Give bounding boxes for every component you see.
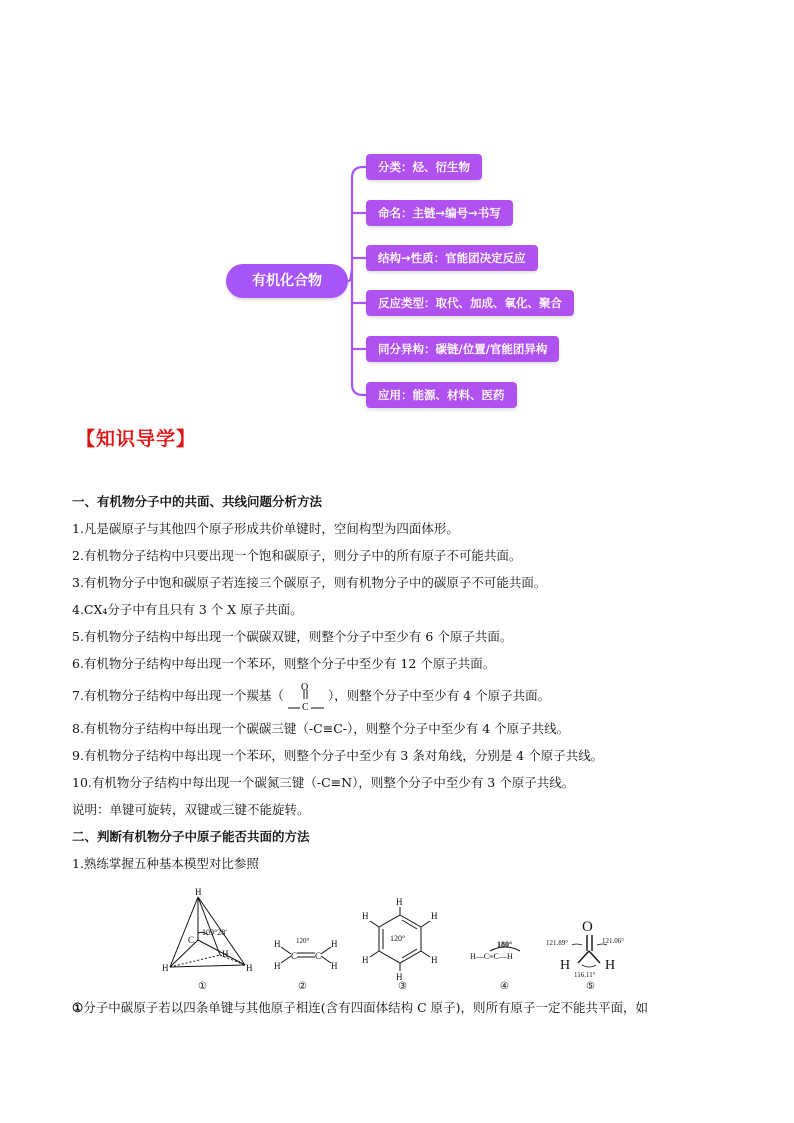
model-formaldehyde	[546, 919, 624, 992]
svg-text:H: H	[162, 963, 169, 973]
mindmap-root: 有机化合物	[226, 264, 348, 298]
model5-angle-right: 121.06°	[602, 937, 625, 945]
svg-text:H: H	[331, 939, 338, 949]
mindmap-branch-classification: 分类：烃、衍生物	[366, 154, 482, 180]
model1-angle: 109°28′	[202, 928, 227, 937]
svg-text:H: H	[331, 961, 338, 971]
model4-formula: H—C≡C—H	[470, 952, 513, 961]
model2-label: ②	[298, 981, 307, 992]
svg-text:C: C	[315, 951, 322, 961]
model-ethylene	[274, 937, 338, 992]
section2-title: 二、判断有机物分子中原子能否共面的方法	[72, 829, 310, 844]
model5-label: ⑤	[586, 981, 595, 992]
model5-o: O	[582, 919, 593, 935]
model4-angle: 180°	[497, 940, 513, 949]
svg-text:H: H	[222, 949, 229, 959]
carbonyl-structure	[284, 682, 328, 712]
mindmap-branch-naming: 命名：主链→编号→书写	[366, 200, 513, 226]
model3-label: ③	[398, 981, 407, 992]
svg-text:C: C	[188, 935, 195, 945]
carbonyl-c-label: C	[301, 701, 309, 712]
svg-text:H: H	[274, 961, 281, 971]
mindmap-branch-isomer: 同分异构：碳链/位置/官能团异构	[366, 336, 559, 362]
svg-text:H: H	[362, 911, 369, 921]
model5-angle-bottom: 116.11°	[574, 971, 596, 979]
section1-title: 一、有机物分子中的共面、共线问题分析方法	[72, 494, 323, 509]
section1-item-9: 9.有机物分子结构中每出现一个苯环，则整个分子中至少有 3 条对角线，分别是 4 个原子共线。	[72, 748, 604, 763]
model3-angle: 120°	[390, 934, 406, 943]
model4-label: ④	[500, 981, 509, 992]
carbonyl-o-label: O	[300, 681, 309, 693]
svg-text:H: H	[396, 897, 403, 907]
section1-item-3: 3.有机物分子中饱和碳原子若连接三个碳原子，则有机物分子中的碳原子不可能共面。	[72, 575, 547, 590]
model-methane	[162, 887, 253, 992]
svg-text:H: H	[396, 972, 403, 982]
svg-text:H: H	[195, 887, 202, 897]
section1-item-2: 2.有机物分子结构中只要出现一个饱和碳原子，则分子中的所有原子不可能共面。	[72, 548, 522, 563]
model-acetylene	[470, 940, 520, 992]
section1-item-7	[72, 677, 722, 715]
section1-item-1: 1.凡是碳原子与其他四个原子形成共价单键时，空间构型为四面体形。	[72, 521, 459, 536]
item7-text-before: 7.有机物分子结构中每出现一个羰基（	[72, 688, 284, 703]
point-1-text: 分子中碳原子若以四条单键与其他原子相连(含有四面体结构 C 原子)，则所有原子一定不能共平面，如	[83, 1000, 648, 1015]
model5-angle-left: 121.89°	[546, 939, 569, 947]
section1-item-5: 5.有机物分子结构中每出现一个碳碳双键，则整个分子中至少有 6 个原子共面。	[72, 629, 513, 644]
mindmap-branch-reaction: 反应类型：取代、加成、氧化、聚合	[366, 290, 574, 316]
section2-point-1	[72, 998, 648, 1016]
section2-item-1: 1.熟练掌握五种基本模型对比参照	[72, 856, 259, 871]
model1-label: ①	[198, 981, 207, 992]
svg-text:H: H	[431, 955, 438, 965]
svg-text:H: H	[246, 963, 253, 973]
svg-text:H: H	[431, 911, 438, 921]
section1-item-4: 4.CX₄分子中有且只有 3 个 X 原子共面。	[72, 602, 303, 617]
section1-item-6: 6.有机物分子结构中每出现一个苯环，则整个分子中至少有 12 个原子共面。	[72, 656, 496, 671]
svg-text:C: C	[291, 951, 298, 961]
knowledge-heading: 【知识导学】	[76, 428, 197, 450]
basic-models-figure	[150, 885, 650, 995]
section1-item-10: 10.有机物分子结构中每出现一个碳氮三键（-C≡N），则整个分子中至少有 3 个原子共线。	[72, 775, 575, 790]
mindmap-branch-application: 应用：能源、材料、医药	[366, 382, 517, 408]
svg-text:H: H	[362, 955, 369, 965]
svg-text:H: H	[605, 958, 616, 973]
svg-text:H: H	[274, 939, 281, 949]
section1-note: 说明：单键可旋转，双键或三键不能旋转。	[72, 802, 310, 817]
mindmap-branch-structure: 结构→性质：官能团决定反应	[366, 245, 538, 271]
item7-text-after: ），则整个分子中至少有 4 个原子共面。	[327, 688, 551, 703]
section1-item-8: 8.有机物分子结构中每出现一个碳碳三键（-C≡C-），则整个分子中至少有 4 个原子共线。	[72, 721, 570, 736]
section1-body	[72, 488, 722, 877]
point-1-marker: ①	[72, 1000, 84, 1015]
svg-text:H: H	[560, 958, 571, 973]
model-benzene	[362, 897, 438, 992]
model2-angle: 120°	[296, 937, 310, 945]
